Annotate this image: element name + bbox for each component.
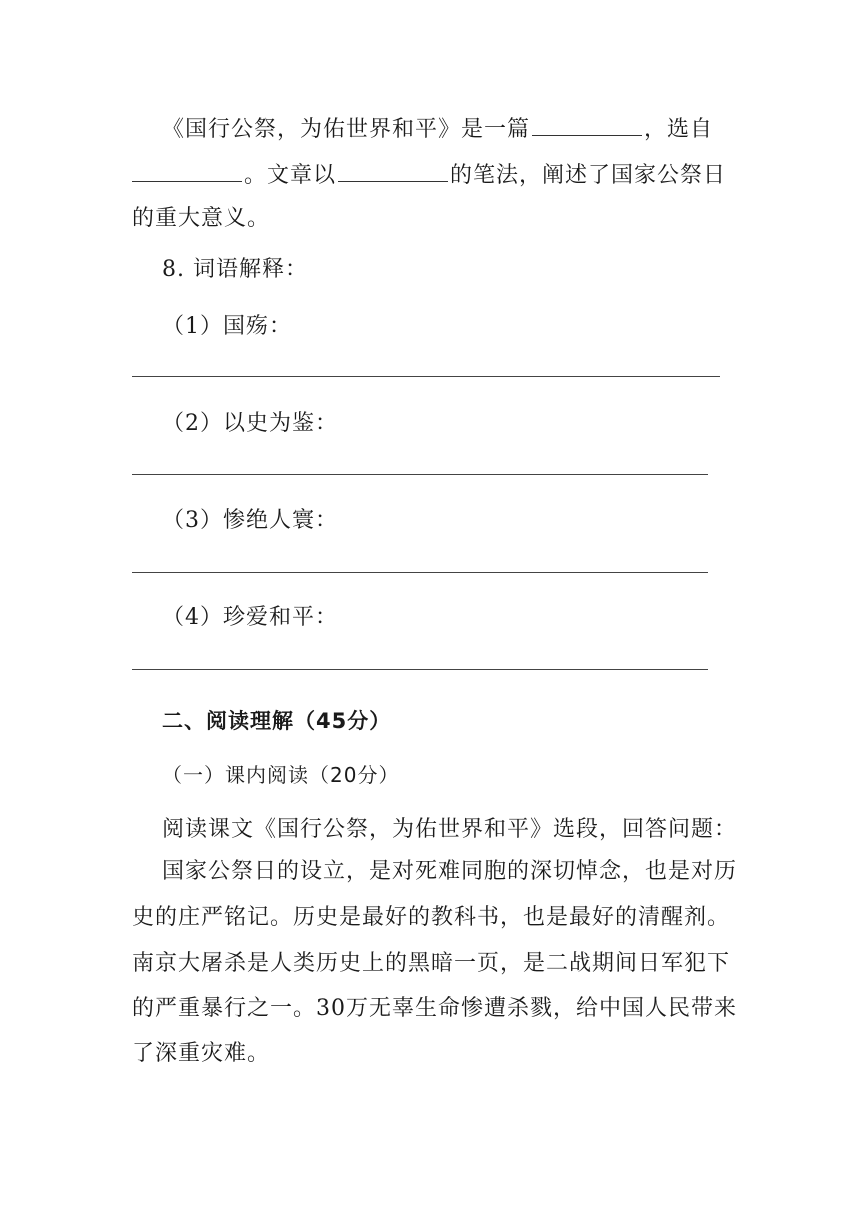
fill-in-line-1 <box>162 113 713 145</box>
fill-in-line-2 <box>132 159 726 191</box>
section-2-subtitle: （一）课内阅读（20分） <box>162 763 400 787</box>
q8-item-4: （4）珍爱和平： <box>162 605 338 630</box>
answer-line[interactable] <box>132 572 708 573</box>
q8-item-1: （1）国殇： <box>162 314 292 339</box>
question-8-title: 8. 词语解释： <box>162 257 308 282</box>
passage-line-3: 南京大屠杀是人类历史上的黑暗一页，是二战期间日军犯下 <box>132 951 731 976</box>
fill-in-text: 。文章以 <box>244 163 337 188</box>
section-2-title: 二、阅读理解（45分） <box>162 709 392 733</box>
q8-item-2: （2）以史为鉴： <box>162 411 338 436</box>
passage-line-1: 国家公祭日的设立，是对死难同胞的深切悼念，也是对历 <box>162 859 738 884</box>
answer-blank[interactable] <box>132 159 242 182</box>
q8-item-3: （3）惨绝人寰： <box>162 508 338 533</box>
answer-line[interactable] <box>132 376 720 377</box>
fill-in-text: ，选自 <box>644 117 714 142</box>
passage-line-4: 的严重暴行之一。30万无辜生命惨遭杀戮，给中国人民带来 <box>132 996 737 1021</box>
answer-blank[interactable] <box>338 159 448 182</box>
passage-line-5: 了深重灾难。 <box>132 1041 271 1066</box>
fill-in-text: 的笔法，阐述了国家公祭日 <box>450 163 727 188</box>
passage-line-2: 史的庄严铭记。历史是最好的教科书，也是最好的清醒剂。 <box>132 905 731 930</box>
answer-line[interactable] <box>132 669 708 670</box>
answer-blank[interactable] <box>532 113 642 136</box>
fill-in-text: 《国行公祭，为佑世界和平》是一篇 <box>162 117 531 142</box>
answer-line[interactable] <box>132 474 708 475</box>
fill-in-line-3: 的重大意义。 <box>132 206 271 231</box>
reading-instruction: 阅读课文《国行公祭，为佑世界和平》选段，回答问题： <box>162 817 738 842</box>
